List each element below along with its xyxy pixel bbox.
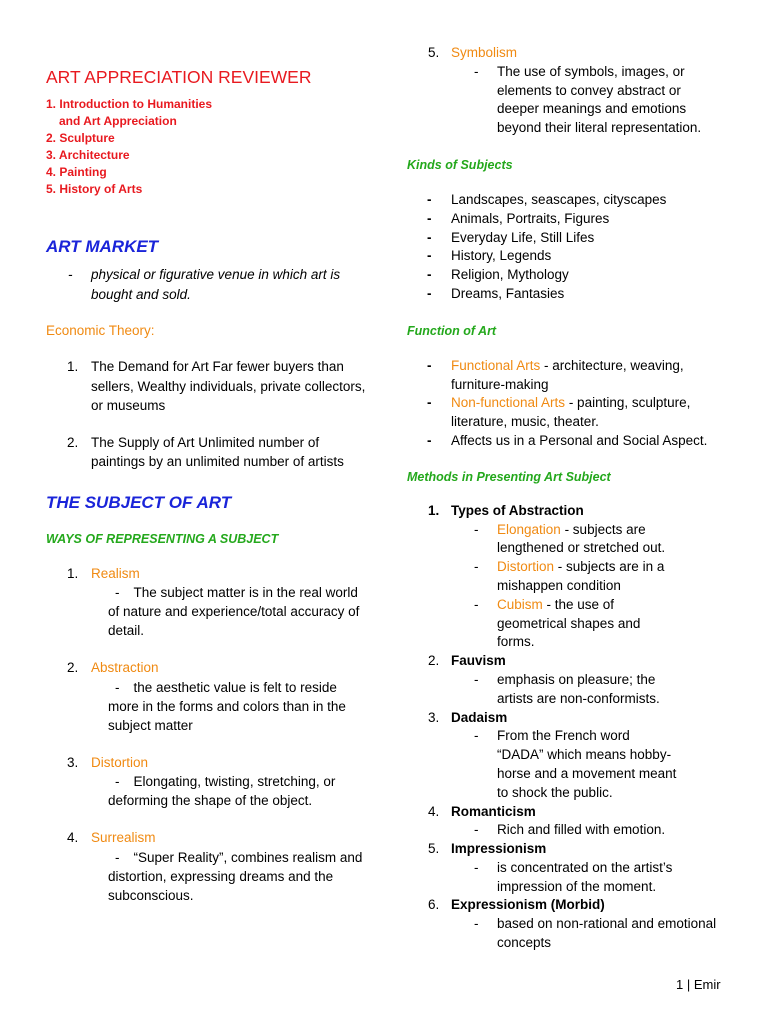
method-style-desc: - emphasis on pleasure; the artists are non-conformists. <box>474 671 660 706</box>
function-heading: Function of Art <box>407 323 497 338</box>
list-item: - Functional Arts - architecture, weaving, furniture-making <box>427 357 684 392</box>
way-item-realism: 1. Realism - The subject matter is in the real world of nature and experience/total accuracy of detail. <box>67 565 360 638</box>
toc-item: 3. Architecture <box>46 148 130 162</box>
toc-item: 5. History of Arts <box>46 182 143 196</box>
method-style-desc: - based on non-rational and emotional concepts <box>474 916 717 951</box>
economic-item: 2. The Supply of Art Unlimited number of paintings by an unlimited number of artists <box>67 434 344 469</box>
method-style-title: 5. Impressionism <box>428 841 547 857</box>
way-item-distortion: 3. Distortion - Elongating, twisting, stretching, or deforming the shape of the object. <box>67 754 336 808</box>
method-style-title: 6. Expressionism (Morbid) <box>428 897 605 913</box>
economic-theory-label: Economic Theory: <box>46 323 155 338</box>
way-item-symbolism: 5. Symbolism - The use of symbols, images, or elements to convey abstract or deeper meanings and emotions beyond their literal representation. <box>428 45 702 136</box>
right-column <box>407 44 737 953</box>
list-item: - Dreams, Fantasies <box>427 285 565 301</box>
abstraction-type: - Distortion - subjects are in a mishappen condition <box>474 559 665 593</box>
method-style-title: 2. Fauvism <box>428 653 506 669</box>
toc-item: 2. Sculpture <box>46 131 115 145</box>
method-style-title: 4. Romanticism <box>428 803 536 819</box>
list-item: - Religion, Mythology <box>427 267 569 283</box>
method-style-desc: - Rich and filled with emotion. <box>474 822 666 838</box>
way-item-surrealism: 4. Surrealism - “Super Reality”, combines realism and distortion, expressing dreams and the subconscious. <box>67 830 363 903</box>
list-item: - Animals, Portraits, Figures <box>427 210 610 226</box>
method-style-desc: - From the French word “DADA” which means hobby-horse and a movement meant to shock the public. <box>474 728 677 800</box>
economic-item: 1. The Demand for Art Far fewer buyers than sellers, Wealthy individuals, private collectors, or museums <box>67 359 366 413</box>
methods-list <box>407 502 737 953</box>
table-of-contents <box>46 96 366 198</box>
abstraction-type: - Cubism - the use of geometrical shapes and forms. <box>474 596 641 650</box>
list-item: - Landscapes, seascapes, cityscapes <box>427 191 667 207</box>
kinds-heading: Kinds of Subjects <box>407 157 513 172</box>
subject-of-art-heading: THE SUBJECT OF ART <box>46 492 232 512</box>
art-market-heading: ART MARKET <box>46 237 159 256</box>
methods-heading: Methods in Presenting Art Subject <box>407 469 611 484</box>
art-market-definition: - physical or figurative venue in which art is bought and sold. <box>68 267 341 302</box>
abstraction-types-title: 1. Types of Abstraction <box>428 502 584 518</box>
ways-heading: WAYS OF REPRESENTING A SUBJECT <box>46 531 279 546</box>
list-item: - Affects us in a Personal and Social Aspect. <box>427 432 708 448</box>
kinds-list <box>407 191 737 304</box>
method-style-title: 3. Dadaism <box>428 709 508 725</box>
toc-item: 4. Painting <box>46 165 107 179</box>
document-title: ART APPRECIATION REVIEWER <box>46 67 312 87</box>
way-item-abstraction: 2. Abstraction - the aesthetic value is felt to reside more in the forms and colors than in the subject matter <box>67 660 346 733</box>
toc-item: 1. Introduction to Humanities and Art Appreciation <box>46 97 213 128</box>
method-style-desc: - is concentrated on the artist’s impression of the moment. <box>474 859 673 894</box>
abstraction-type: - Elongation - subjects are lengthened or stretched out. <box>474 521 666 556</box>
list-item: - History, Legends <box>427 248 552 264</box>
page-footer: 1 | Emir <box>676 977 721 992</box>
list-item: - Non-functional Arts - painting, sculpture, literature, music, theater. <box>427 395 691 430</box>
list-item: - Everyday Life, Still Lifes <box>427 229 595 245</box>
function-list <box>407 357 737 451</box>
left-column <box>46 66 366 905</box>
